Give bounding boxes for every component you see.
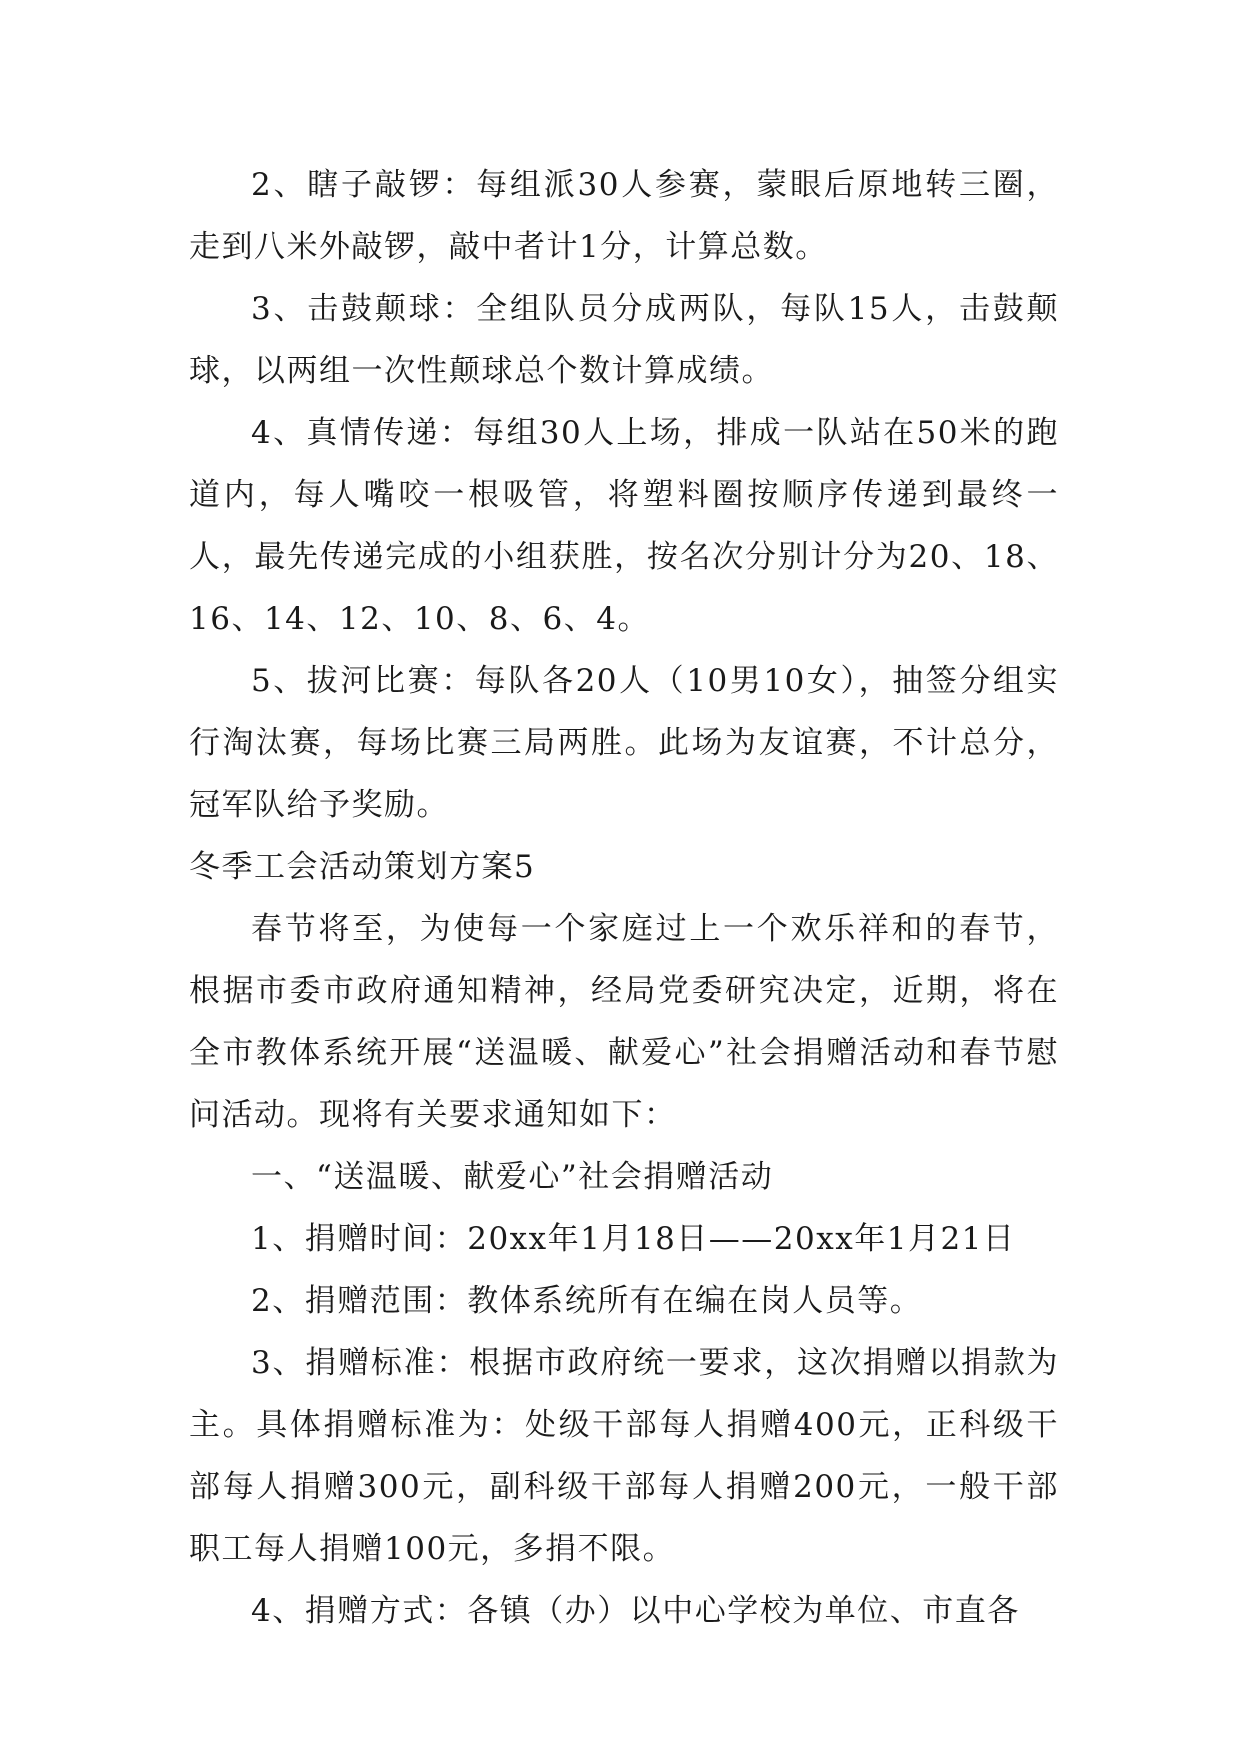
paragraph-item-3-drum-ball: 3、击鼓颠球：全组队员分成两队，每队15人，击鼓颠球，以两组一次性颠球总个数计算成绩。	[189, 291, 1059, 389]
paragraph-intro: 春节将至，为使每一个家庭过上一个欢乐祥和的春节，根据市委市政府通知精神，经局党委研究决定，近期，将在全市教体系统开展“送温暖、献爱心”社会捐赠活动和春节慰问活动。现将有关要求通知如下：	[189, 911, 1059, 1133]
paragraph-item-2-blindfold-gong: 2、瞎子敲锣：每组派30人参赛，蒙眼后原地转三圈，走到八米外敲锣，敲中者计1分，计算总数。	[189, 167, 1059, 265]
paragraph-donation-standard: 3、捐赠标准：根据市政府统一要求，这次捐赠以捐款为主。具体捐赠标准为：处级干部每人捐赠400元，正科级干部每人捐赠300元，副科级干部每人捐赠200元，一般干部职工每人捐赠100元，多捐不限。	[189, 1345, 1059, 1567]
paragraph-donation-scope: 2、捐赠范围：教体系统所有在编在岗人员等。	[251, 1283, 923, 1319]
paragraph-item-5-tug-of-war: 5、拔河比赛：每队各20人（10男10女），抽签分组实行淘汰赛，每场比赛三局两胜。此场为友谊赛，不计总分，冠军队给予奖励。	[189, 663, 1059, 823]
paragraph-donation-time: 1、捐赠时间：20xx年1月18日——20xx年1月21日	[251, 1221, 1016, 1257]
subsection-title: 一、“送温暖、献爱心”社会捐赠活动	[251, 1159, 774, 1195]
paragraph-item-4-relay: 4、真情传递：每组30人上场，排成一队站在50米的跑道内，每人嘴咬一根吸管，将塑料圈按顺序传递到最终一人，最先传递完成的小组获胜，按名次分别计分为20、18、16、14、12、10、8、6、4。	[189, 415, 1059, 637]
document-body	[189, 154, 1059, 1642]
section-heading: 冬季工会活动策划方案5	[189, 849, 536, 885]
paragraph-donation-method: 4、捐赠方式：各镇（办）以中心学校为单位、市直各	[251, 1593, 1020, 1629]
